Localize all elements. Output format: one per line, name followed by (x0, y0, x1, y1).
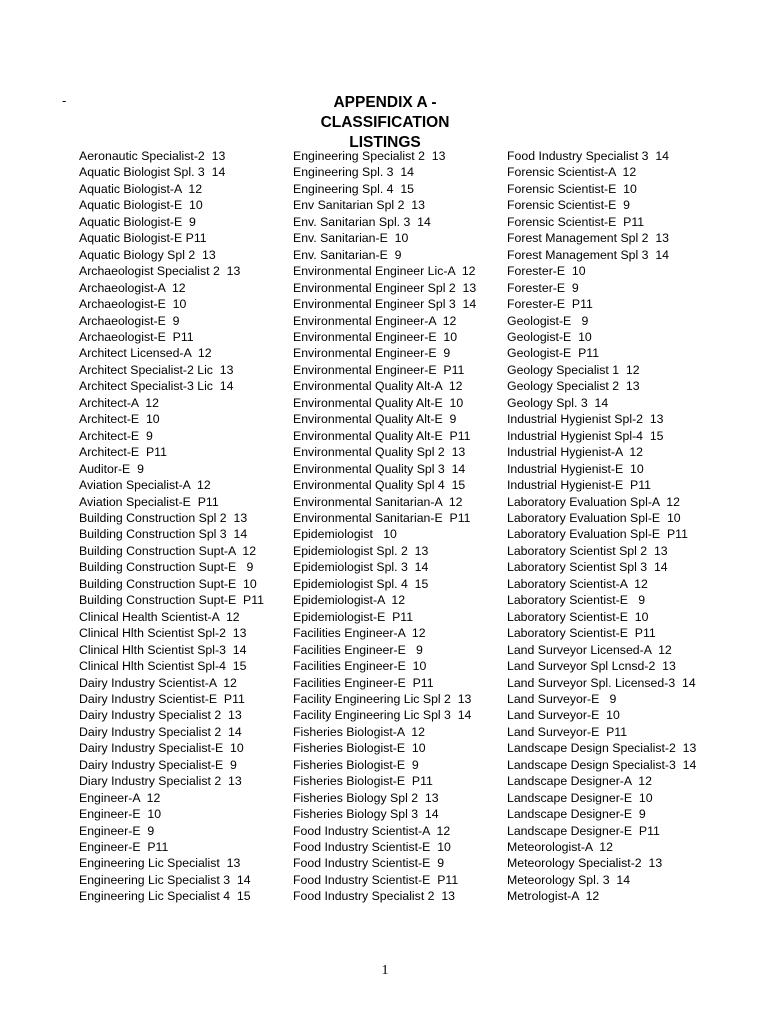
classification-entry: Architect-E P11 (79, 445, 167, 460)
classification-entry: Laboratory Scientist-E 9 (507, 593, 646, 608)
classification-entry: Fisheries Biology Spl 3 14 (293, 807, 439, 822)
classification-entry: Aquatic Biologist-E 10 (79, 198, 203, 213)
classification-entry: Dairy Industry Specialist 2 14 (79, 724, 242, 739)
classification-entry: Aquatic Biologist-E 9 (79, 214, 196, 229)
classification-entry: Forest Management Spl 3 14 (507, 247, 669, 262)
classification-entry: Building Construction Supt-E P11 (79, 593, 265, 608)
classification-entry: Clinical Hlth Scientist Spl-2 13 (79, 626, 247, 641)
classification-entry: Landscape Design Specialist-3 14 (507, 757, 697, 772)
classification-entry: Dairy Industry Specialist 2 13 (79, 708, 242, 723)
page-number: 1 (381, 963, 389, 978)
classification-entry: Auditor-E 9 (79, 461, 144, 476)
classification-entry: Geology Spl. 3 14 (507, 395, 609, 410)
classification-entry: Laboratory Scientist-A 12 (507, 576, 648, 591)
classification-entry: Building Construction Spl 2 13 (79, 510, 248, 525)
classification-entry: Geology Specialist 2 13 (507, 379, 640, 394)
classification-entry: Metrologist-A 12 (507, 889, 600, 904)
classification-entry: Food Industry Specialist 3 14 (507, 149, 669, 163)
classification-entry: Environmental Engineer-A 12 (293, 313, 457, 328)
classification-entry: Archaeologist-E P11 (79, 329, 194, 344)
classification-entry: Engineering Spl. 4 15 (293, 181, 415, 196)
classification-entry: Epidemiologist Spl. 4 15 (293, 576, 429, 591)
classification-entry: Land Surveyor-E 9 (507, 691, 617, 706)
classification-entry: Engineer-E 10 (79, 807, 162, 822)
classification-entry: Land Surveyor-E P11 (507, 724, 628, 739)
page-title (300, 93, 470, 153)
classification-entry: Epidemiologist Spl. 2 13 (293, 543, 429, 558)
classification-entry: Environmental Quality Alt-E 10 (293, 395, 464, 410)
classification-entry: Facilities Engineer-E 9 (293, 642, 423, 657)
classification-column-3 (507, 148, 696, 905)
classification-entry: Environmental Quality Spl 2 13 (293, 445, 466, 460)
classification-entry: Engineering Lic Specialist 3 14 (79, 872, 251, 887)
classification-entry: Laboratory Evaluation Spl-E P11 (507, 527, 688, 542)
classification-entry: Engineering Lic Specialist 13 (79, 856, 241, 871)
classification-entry: Fisheries Biologist-A 12 (293, 724, 425, 739)
classification-column-2 (293, 148, 476, 905)
classification-entry: Forensic Scientist-E 9 (507, 198, 631, 213)
classification-entry: Dairy Industry Specialist-E 9 (79, 757, 237, 772)
classification-entry: Facilities Engineer-A 12 (293, 626, 426, 641)
classification-entry: Architect Specialist-2 Lic 13 (79, 362, 234, 377)
classification-entry: Environmental Sanitarian-A 12 (293, 494, 463, 509)
classification-entry: Land Surveyor Spl Lcnsd-2 13 (507, 659, 676, 674)
classification-entry: Forest Management Spl 2 13 (507, 231, 669, 246)
classification-entry: Clinical Health Scientist-A 12 (79, 609, 240, 624)
classification-column-1 (79, 148, 264, 905)
classification-entry: Environmental Quality Alt-A 12 (293, 379, 463, 394)
classification-entry: Land Surveyor Spl. Licensed-3 14 (507, 675, 696, 690)
classification-entry: Laboratory Evaluation Spl-E 10 (507, 510, 681, 525)
classification-entry: Aquatic Biologist-E P11 (79, 231, 207, 246)
classification-entry: Aquatic Biology Spl 2 13 (79, 247, 216, 262)
classification-entry: Food Industry Scientist-E P11 (293, 872, 459, 887)
title-line: LISTINGS (349, 134, 421, 151)
classification-entry: Meteorologist-A 12 (507, 840, 613, 855)
classification-entry: Facility Engineering Lic Spl 3 14 (293, 708, 472, 723)
classification-entry: Forensic Scientist-E 10 (507, 181, 637, 196)
classification-entry: Forester-E 9 (507, 280, 579, 295)
classification-entry: Epidemiologist-A 12 (293, 593, 406, 608)
classification-entry: Engineer-A 12 (79, 790, 161, 805)
classification-entry: Food Industry Scientist-E 9 (293, 856, 445, 871)
classification-entry: Clinical Hlth Scientist Spl-3 14 (79, 642, 247, 657)
classification-entry: Env. Sanitarian-E 10 (293, 231, 409, 246)
classification-entry: Archaeologist-A 12 (79, 280, 186, 295)
classification-entry: Laboratory Scientist Spl 2 13 (507, 543, 668, 558)
title-line: CLASSIFICATION (320, 114, 450, 131)
classification-entry: Env. Sanitarian-E 9 (293, 247, 402, 262)
classification-entry: Industrial Hygienist-E 10 (507, 461, 644, 476)
classification-entry: Food Industry Scientist-A 12 (293, 823, 451, 838)
classification-entry: Architect-A 12 (79, 395, 159, 410)
classification-entry: Dairy Industry Specialist-E 10 (79, 741, 244, 756)
classification-entry: Forester-E 10 (507, 264, 586, 279)
classification-entry: Engineering Spl. 3 14 (293, 165, 415, 180)
classification-entry: Laboratory Scientist-E P11 (507, 626, 656, 641)
classification-entry: Fisheries Biology Spl 2 13 (293, 790, 439, 805)
classification-entry: Environmental Engineer-E 10 (293, 329, 458, 344)
classification-entry: Aquatic Biologist Spl. 3 14 (79, 165, 226, 180)
classification-entry: Environmental Engineer Spl 2 13 (293, 280, 477, 295)
classification-entry: Industrial Hygienist Spl-4 15 (507, 428, 664, 443)
classification-entry: Archaeologist-E 10 (79, 297, 187, 312)
classification-entry: Environmental Engineer-E 9 (293, 346, 451, 361)
title-line: APPENDIX A - (333, 94, 437, 111)
classification-entry: Aviation Specialist-E P11 (79, 494, 219, 509)
classification-entry: Environmental Quality Spl 3 14 (293, 461, 466, 476)
classification-entry: Env. Sanitarian Spl. 3 14 (293, 214, 431, 229)
classification-entry: Engineering Specialist 2 13 (293, 149, 446, 163)
classification-entry: Geologist-E 10 (507, 329, 592, 344)
classification-entry: Facilities Engineer-E 10 (293, 659, 427, 674)
classification-entry: Environmental Quality Alt-E P11 (293, 428, 471, 443)
classification-entry: Engineer-E P11 (79, 840, 169, 855)
classification-entry: Food Industry Scientist-E 10 (293, 840, 451, 855)
classification-entry: Laboratory Scientist Spl 3 14 (507, 560, 668, 575)
classification-entry: Landscape Design Specialist-2 13 (507, 741, 697, 756)
classification-entry: Archaeologist-E 9 (79, 313, 180, 328)
classification-entry: Forensic Scientist-E P11 (507, 214, 645, 229)
classification-entry: Land Surveyor-E 10 (507, 708, 620, 723)
classification-entry: Building Construction Spl 3 14 (79, 527, 248, 542)
classification-entry: Landscape Designer-E P11 (507, 823, 660, 838)
classification-entry: Food Industry Specialist 2 13 (293, 889, 455, 904)
classification-entry: Architect Specialist-3 Lic 14 (79, 379, 234, 394)
classification-entry: Building Construction Supt-A 12 (79, 543, 257, 558)
classification-entry: Landscape Designer-E 10 (507, 790, 653, 805)
classification-entry: Industrial Hygienist-E P11 (507, 478, 651, 493)
classification-entry: Laboratory Scientist-E 10 (507, 609, 649, 624)
classification-entry: Epidemiologist 10 (293, 527, 397, 542)
classification-entry: Architect Licensed-A 12 (79, 346, 212, 361)
classification-entry: Dairy Industry Scientist-A 12 (79, 675, 237, 690)
classification-entry: Environmental Engineer Lic-A 12 (293, 264, 476, 279)
classification-entry: Landscape Designer-E 9 (507, 807, 646, 822)
classification-entry: Clinical Hlth Scientist Spl-4 15 (79, 659, 247, 674)
classification-entry: Environmental Quality Spl 4 15 (293, 478, 466, 493)
classification-entry: Facilities Engineer-E P11 (293, 675, 434, 690)
classification-entry: Epidemiologist Spl. 3 14 (293, 560, 429, 575)
classification-entry: Building Construction Supt-E 9 (79, 560, 254, 575)
classification-entry: Environmental Sanitarian-E P11 (293, 510, 471, 525)
classification-entry: Environmental Quality Alt-E 9 (293, 412, 457, 427)
classification-entry: Aquatic Biologist-A 12 (79, 181, 203, 196)
classification-entry: Epidemiologist-E P11 (293, 609, 414, 624)
classification-entry: Land Surveyor Licensed-A 12 (507, 642, 672, 657)
classification-entry: Landscape Designer-A 12 (507, 774, 652, 789)
classification-entry: Archaeologist Specialist 2 13 (79, 264, 241, 279)
classification-entry: Fisheries Biologist-E 9 (293, 757, 419, 772)
classification-entry: Environmental Engineer Spl 3 14 (293, 297, 477, 312)
classification-entry: Diary Industry Specialist 2 13 (79, 774, 242, 789)
classification-entry: Forester-E P11 (507, 297, 593, 312)
classification-entry: Geologist-E P11 (507, 346, 600, 361)
classification-entry: Aeronautic Specialist-2 13 (79, 149, 226, 163)
classification-entry: Engineering Lic Specialist 4 15 (79, 889, 251, 904)
header-dash: - (62, 93, 67, 108)
classification-entry: Fisheries Biologist-E P11 (293, 774, 433, 789)
classification-entry: Industrial Hygienist Spl-2 13 (507, 412, 664, 427)
classification-entry: Aviation Specialist-A 12 (79, 478, 211, 493)
classification-entry: Meteorology Spl. 3 14 (507, 872, 631, 887)
classification-entry: Laboratory Evaluation Spl-A 12 (507, 494, 680, 509)
classification-entry: Facility Engineering Lic Spl 2 13 (293, 691, 472, 706)
classification-entry: Environmental Engineer-E P11 (293, 362, 465, 377)
classification-entry: Architect-E 9 (79, 428, 153, 443)
classification-entry: Env Sanitarian Spl 2 13 (293, 198, 425, 213)
classification-entry: Industrial Hygienist-A 12 (507, 445, 644, 460)
classification-entry: Engineer-E 9 (79, 823, 155, 838)
classification-entry: Meteorology Specialist-2 13 (507, 856, 663, 871)
classification-entry: Forensic Scientist-A 12 (507, 165, 637, 180)
classification-entry: Geology Specialist 1 12 (507, 362, 640, 377)
classification-entry: Building Construction Supt-E 10 (79, 576, 257, 591)
classification-entry: Geologist-E 9 (507, 313, 589, 328)
classification-entry: Architect-E 10 (79, 412, 160, 427)
classification-entry: Dairy Industry Scientist-E P11 (79, 691, 245, 706)
classification-entry: Fisheries Biologist-E 10 (293, 741, 426, 756)
